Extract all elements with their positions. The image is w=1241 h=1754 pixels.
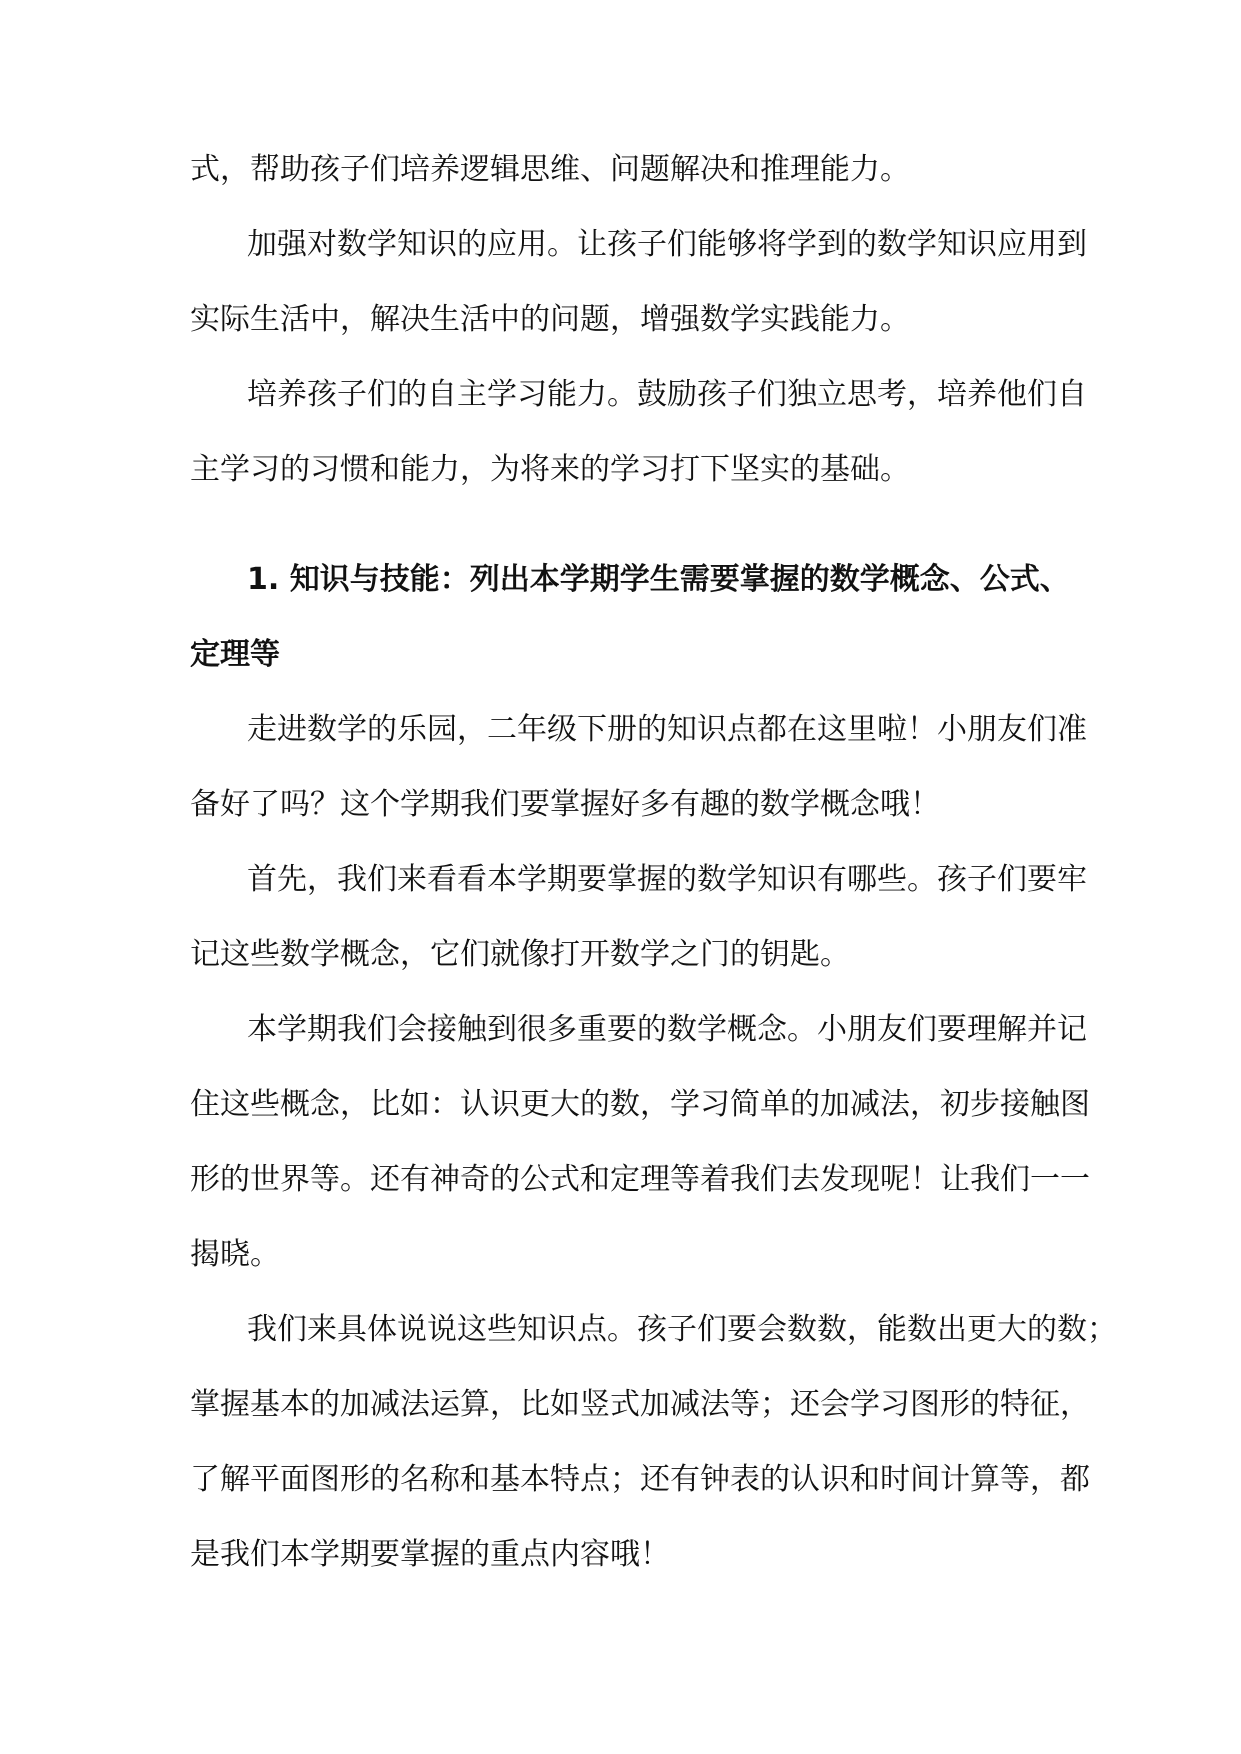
paragraph-line: 备好了吗？这个学期我们要掌握好多有趣的数学概念哦！ xyxy=(190,787,940,822)
paragraph-line: 记这些数学概念，它们就像打开数学之门的钥匙。 xyxy=(190,937,850,972)
paragraph-line: 了解平面图形的名称和基本特点；还有钟表的认识和时间计算等，都 xyxy=(190,1462,1090,1497)
paragraph-line: 形的世界等。还有神奇的公式和定理等着我们去发现呢！让我们一一 xyxy=(190,1162,1090,1197)
section-heading: 1. 知识与技能：列出本学期学生需要掌握的数学概念、公式、 xyxy=(247,562,1070,597)
paragraph-line: 揭晓。 xyxy=(190,1237,280,1272)
paragraph-line: 掌握基本的加减法运算，比如竖式加减法等；还会学习图形的特征， xyxy=(190,1387,1090,1422)
section-heading: 定理等 xyxy=(190,637,280,672)
paragraph-line: 是我们本学期要掌握的重点内容哦！ xyxy=(190,1537,670,1572)
paragraph-line: 式，帮助孩子们培养逻辑思维、问题解决和推理能力。 xyxy=(190,152,910,187)
paragraph-line: 培养孩子们的自主学习能力。鼓励孩子们独立思考，培养他们自 xyxy=(247,377,1087,412)
paragraph-line: 加强对数学知识的应用。让孩子们能够将学到的数学知识应用到 xyxy=(247,227,1087,262)
paragraph-line: 主学习的习惯和能力，为将来的学习打下坚实的基础。 xyxy=(190,452,910,487)
paragraph-line: 我们来具体说说这些知识点。孩子们要会数数，能数出更大的数； xyxy=(247,1312,1117,1347)
paragraph-line: 本学期我们会接触到很多重要的数学概念。小朋友们要理解并记 xyxy=(247,1012,1087,1047)
paragraph-line: 走进数学的乐园，二年级下册的知识点都在这里啦！小朋友们准 xyxy=(247,712,1087,747)
paragraph-line: 住这些概念，比如：认识更大的数，学习简单的加减法，初步接触图 xyxy=(190,1087,1090,1122)
paragraph-line: 实际生活中，解决生活中的问题，增强数学实践能力。 xyxy=(190,302,910,337)
paragraph-line: 首先，我们来看看本学期要掌握的数学知识有哪些。孩子们要牢 xyxy=(247,862,1087,897)
